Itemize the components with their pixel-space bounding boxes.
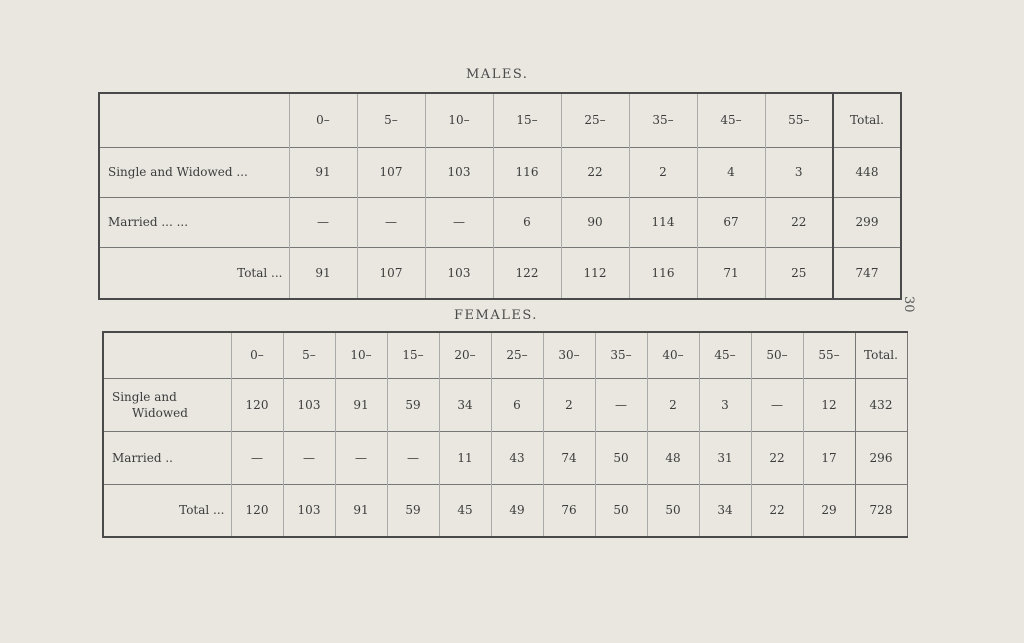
table-cell: 59 xyxy=(387,484,439,537)
table-cell: 103 xyxy=(283,378,335,431)
females-header-row xyxy=(103,332,907,378)
females-col-header: 40– xyxy=(647,332,699,378)
males-col-header-total: Total. xyxy=(833,93,901,147)
females-col-header: 30– xyxy=(543,332,595,378)
males-col-header: 55– xyxy=(765,93,833,147)
males-header-blank xyxy=(99,93,289,147)
females-col-header: 35– xyxy=(595,332,647,378)
table-cell: 91 xyxy=(289,247,357,299)
table-cell: 120 xyxy=(231,378,283,431)
table-cell: 74 xyxy=(543,431,595,484)
table-cell: 11 xyxy=(439,431,491,484)
table-cell: 91 xyxy=(335,484,387,537)
males-col-header: 5– xyxy=(357,93,425,147)
table-cell: 22 xyxy=(751,431,803,484)
males-col-header: 0– xyxy=(289,93,357,147)
males-col-header: 35– xyxy=(629,93,697,147)
table-cell: 2 xyxy=(543,378,595,431)
table-cell: 50 xyxy=(595,484,647,537)
table-cell: 34 xyxy=(439,378,491,431)
females-col-header: 55– xyxy=(803,332,855,378)
females-col-header: 5– xyxy=(283,332,335,378)
table-cell: 76 xyxy=(543,484,595,537)
table-cell: — xyxy=(425,197,493,247)
males-header-row xyxy=(99,93,901,147)
table-cell: 107 xyxy=(357,247,425,299)
table-cell: 103 xyxy=(425,147,493,197)
row-label: Single and Widowed ... xyxy=(99,147,289,197)
row-label: Married ... ... xyxy=(99,197,289,247)
table-cell: 48 xyxy=(647,431,699,484)
table-cell: 50 xyxy=(595,431,647,484)
table-cell: 112 xyxy=(561,247,629,299)
table-cell: 4 xyxy=(697,147,765,197)
table-cell: — xyxy=(289,197,357,247)
table-cell: 22 xyxy=(765,197,833,247)
table-cell: 22 xyxy=(751,484,803,537)
table-cell: 91 xyxy=(289,147,357,197)
table-cell: — xyxy=(231,431,283,484)
females-table xyxy=(102,331,908,538)
table-cell: — xyxy=(751,378,803,431)
table-cell: 71 xyxy=(697,247,765,299)
table-cell-total: 728 xyxy=(855,484,907,537)
table-row xyxy=(99,147,901,197)
females-col-header: 15– xyxy=(387,332,439,378)
table-cell-total: 299 xyxy=(833,197,901,247)
table-cell: 3 xyxy=(699,378,751,431)
table-row xyxy=(103,431,907,484)
males-col-header: 25– xyxy=(561,93,629,147)
females-table-title: FEMALES. xyxy=(454,308,538,323)
table-cell: 120 xyxy=(231,484,283,537)
table-cell: 122 xyxy=(493,247,561,299)
table-cell: 22 xyxy=(561,147,629,197)
females-header-blank xyxy=(103,332,231,378)
table-cell: 103 xyxy=(425,247,493,299)
table-cell: 90 xyxy=(561,197,629,247)
table-row xyxy=(103,378,907,431)
table-row-total xyxy=(103,484,907,537)
table-cell: 67 xyxy=(697,197,765,247)
row-label: Married .. xyxy=(103,431,231,484)
row-label: Total ... xyxy=(99,247,289,299)
females-col-header: 0– xyxy=(231,332,283,378)
table-cell: — xyxy=(387,431,439,484)
table-cell: 116 xyxy=(493,147,561,197)
females-col-header: 10– xyxy=(335,332,387,378)
row-label: Total ... xyxy=(103,484,231,537)
females-col-header: 20– xyxy=(439,332,491,378)
table-row xyxy=(99,197,901,247)
table-cell: 29 xyxy=(803,484,855,537)
table-cell: 49 xyxy=(491,484,543,537)
table-cell-total: 432 xyxy=(855,378,907,431)
females-col-header: 50– xyxy=(751,332,803,378)
table-cell: — xyxy=(357,197,425,247)
table-cell: 2 xyxy=(629,147,697,197)
females-col-header-total: Total. xyxy=(855,332,907,378)
table-cell: 45 xyxy=(439,484,491,537)
table-cell: 12 xyxy=(803,378,855,431)
table-cell-total: 448 xyxy=(833,147,901,197)
table-cell: — xyxy=(335,431,387,484)
table-cell: 114 xyxy=(629,197,697,247)
males-col-header: 15– xyxy=(493,93,561,147)
row-label-line: Single and xyxy=(112,389,177,404)
table-cell-total: 747 xyxy=(833,247,901,299)
table-cell: 50 xyxy=(647,484,699,537)
table-cell: 25 xyxy=(765,247,833,299)
table-cell-total: 296 xyxy=(855,431,907,484)
table-cell: 34 xyxy=(699,484,751,537)
table-cell: 91 xyxy=(335,378,387,431)
table-cell: 43 xyxy=(491,431,543,484)
table-cell: 103 xyxy=(283,484,335,537)
males-col-header: 45– xyxy=(697,93,765,147)
table-cell: 3 xyxy=(765,147,833,197)
table-cell: — xyxy=(283,431,335,484)
row-label xyxy=(103,378,231,431)
males-table-title: MALES. xyxy=(466,67,529,82)
females-col-header: 25– xyxy=(491,332,543,378)
page-number: 30 xyxy=(901,296,916,313)
table-cell: 2 xyxy=(647,378,699,431)
table-cell: 17 xyxy=(803,431,855,484)
females-col-header: 45– xyxy=(699,332,751,378)
row-label-line: Widowed xyxy=(132,405,188,420)
table-cell: 107 xyxy=(357,147,425,197)
table-cell: 6 xyxy=(491,378,543,431)
males-col-header: 10– xyxy=(425,93,493,147)
table-cell: 6 xyxy=(493,197,561,247)
table-row-total xyxy=(99,247,901,299)
table-cell: 116 xyxy=(629,247,697,299)
table-cell: 59 xyxy=(387,378,439,431)
table-cell: — xyxy=(595,378,647,431)
table-cell: 31 xyxy=(699,431,751,484)
males-table xyxy=(98,92,902,300)
